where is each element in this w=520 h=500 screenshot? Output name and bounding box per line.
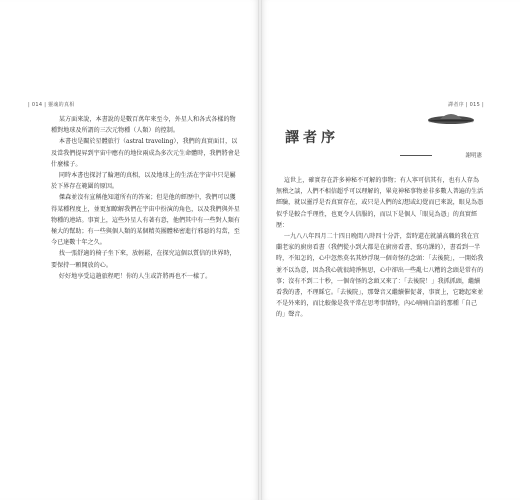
- author-dash: [400, 155, 432, 156]
- ufo-illustration-icon: [426, 110, 476, 128]
- translator-name: 謝明憲: [465, 153, 482, 159]
- left-paragraph: 找一張舒適的椅子坐下來，放輕鬆，在探究這個以質信的世界時，要保持一顆開放的心。: [51, 250, 236, 269]
- left-paragraph: 本書也是關於星體旅行（astral traveling），我們的真實面目，以及當我們提昇到宇宙中應有的地位兩成為多次元生命體時，我們將會是什麼樣子。: [51, 138, 240, 168]
- left-paragraph: 好好地享受這趟旅程吧！你的人生或許將再也不一樣了。: [58, 272, 212, 280]
- right-paragraph: 一九八八年四月二十四日晚間八時四十分許，當時還在就讀高職的我在宜蘭老家的廚房看書（我們從小到大都是在廚房看書、寫功課的），書看到一半時，不知怎的，心中忽然莫名其妙浮現一個奇怪的念頭：「去後院」，一開始我並不以為意，因為我心就很純淨無思，心中卻出一些亂七八糟的念頭是常有的事；沒有不到二十秒，一個奇怪的念頭又來了：「去後院！」我抓抓頭，繼續看我的書，不理睬它。「去後院」，那聲音又繼續催促著，事實上，它聽起來並不是外來的，而比較像是我平常在思考事情時，內心喃喃自語的那種「自己的」聲音。: [276, 233, 484, 319]
- chapter-title: 譯者序: [285, 130, 339, 146]
- right-paragraph: 這世上，確實存在許多神秘不可解的事物；有人寧可信其有，也有人存為無稽之談，人們不相信超乎可以理解的，畢竟神秘事物並非多數人普遍的生活經驗，就以靈浮是否真實存在，或只是人們的幻想或幻覺而已來說，眼見為憑似乎是較合乎理性，也更令人信服的，而以下是個人「眼見為憑」的真實經歷：: [276, 177, 484, 229]
- left-paragraph: 某方面來說，本書說的是數百萬年來至今，外星人和各式各樣的物種對地球及所謂的三次元物種（人類）的控制。: [51, 116, 236, 135]
- right-page-body: [276, 175, 484, 321]
- book-gutter: [258, 0, 262, 500]
- left-page-body: [51, 114, 241, 282]
- left-page-header: | 014 | 靈魂的真相: [28, 102, 75, 108]
- left-paragraph: 同時本書也探討了輪迴的真相，以及地球上的生活在宇宙中只是屬於下界存在範圍的原因。: [51, 172, 236, 191]
- right-page-header: 譯者序 | 015 |: [448, 102, 484, 108]
- left-paragraph: 傑森並沒有宣稱他知道所有的答案；但是他的經歷中，我們可以獲得某種程度上，並更加瞭解我們在宇宙中扮演的角色，以及我們與外星物種的連結。事實上，這些外星人有著有意，他們其中有一些對人類有極大的幫助；有一些與個人類的某個精英團體秘密進行邪惡的勾當，至今已達數十年之久。: [51, 194, 240, 247]
